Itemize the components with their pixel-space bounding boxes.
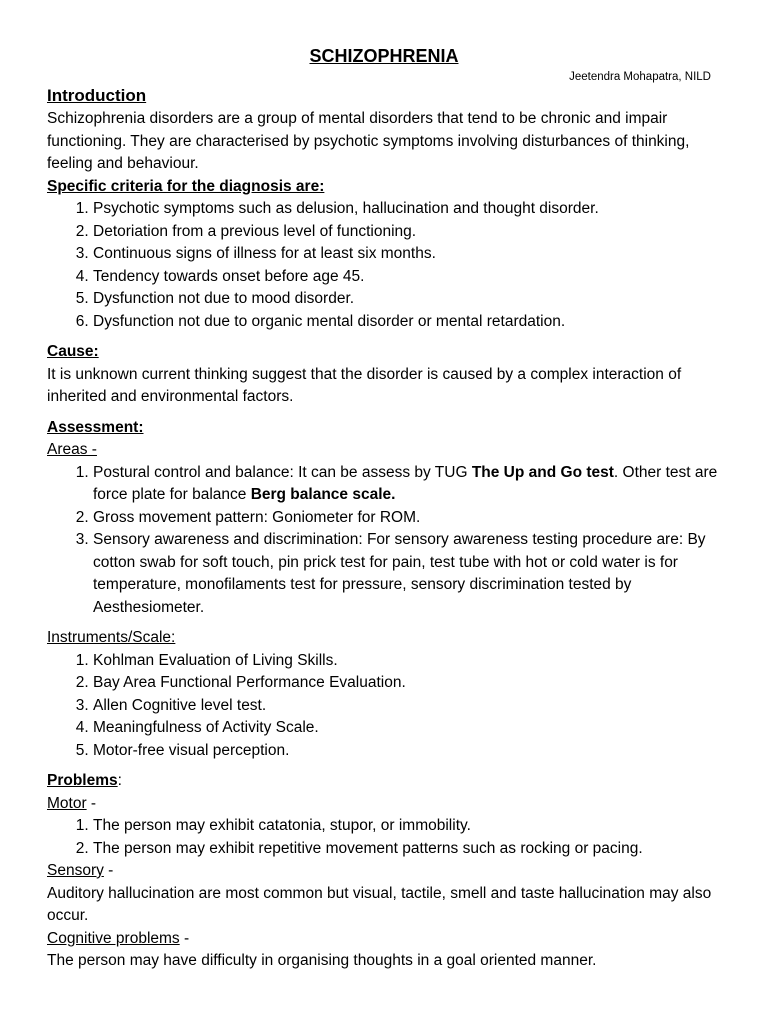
list-item: 2. Gross movement pattern: Goniometer for ROM.	[93, 507, 722, 530]
document-title: SCHIZOPHRENIA	[309, 46, 459, 66]
list-item: 1. The person may exhibit catatonia, stupor, or immobility.	[93, 815, 722, 838]
areas-list	[47, 462, 722, 620]
cognitive-text: The person may have difficulty in organising thoughts in a goal oriented manner.	[47, 952, 597, 969]
sensory-suffix: -	[103, 862, 114, 879]
criteria-heading: Specific criteria for the diagnosis are:	[47, 177, 325, 195]
cognitive-suffix: -	[179, 929, 190, 947]
list-item: 1. Psychotic symptoms such as delusion, hallucination and thought disorder.	[93, 198, 722, 221]
list-item: 5. Motor-free visual perception.	[93, 740, 722, 763]
motor-list	[47, 815, 722, 860]
problems-heading: Problems	[47, 772, 118, 789]
area-text: Postural control and balance: It can be assess by TUG	[93, 463, 472, 481]
list-item: 1. Kohlman Evaluation of Living Skills.	[93, 650, 722, 673]
list-item: 4. Tendency towards onset before age 45.	[93, 266, 722, 289]
cause-text: It is unknown current thinking suggest that the disorder is caused by a complex interaction of inherited and environmental factors.	[47, 365, 682, 405]
area-text: . Other test are force plate for balance	[93, 463, 718, 503]
motor-label: Motor	[47, 794, 87, 812]
cause-heading: Cause:	[47, 343, 99, 360]
problems-heading-suffix: :	[117, 772, 122, 789]
list-item	[93, 462, 722, 507]
motor-label-line	[47, 793, 722, 816]
sensory-label-line	[47, 860, 722, 883]
sensory-label: Sensory	[47, 862, 104, 879]
cognitive-label: Cognitive problems	[47, 929, 180, 947]
list-item: 3. Continuous signs of illness for at least six months.	[93, 243, 722, 266]
areas-label: Areas -	[47, 441, 97, 458]
sensory-text: Auditory hallucination are most common but visual, tactile, smell and taste hallucination may also occur.	[47, 884, 712, 924]
list-item: 2. Bay Area Functional Performance Evaluation.	[93, 672, 722, 695]
list-item: 5. Dysfunction not due to mood disorder.	[93, 288, 722, 311]
list-item: 2. Detoriation from a previous level of functioning.	[93, 221, 722, 244]
cognitive-label-line	[47, 928, 722, 951]
motor-suffix: -	[86, 794, 97, 812]
list-item: 6. Dysfunction not due to organic mental disorder or mental retardation.	[93, 311, 722, 334]
list-item: 3. Allen Cognitive level test.	[93, 695, 722, 718]
list-item: 2. The person may exhibit repetitive movement patterns such as rocking or pacing.	[93, 838, 722, 861]
introduction-text: Schizophrenia disorders are a group of mental disorders that tend to be chronic and impair functioning. They are characterised by psychotic symptoms involving disturbances of thinking, feeling and behaviour.	[47, 110, 690, 172]
criteria-list	[47, 198, 722, 333]
berg-scale-name: Berg balance scale.	[250, 486, 396, 503]
problems-heading-line	[47, 770, 722, 793]
instruments-list	[47, 650, 722, 763]
instruments-label: Instruments/Scale:	[47, 629, 176, 646]
assessment-heading: Assessment:	[47, 418, 144, 436]
list-item: 4. Meaningfulness of Activity Scale.	[93, 717, 722, 740]
list-item: 3. Sensory awareness and discrimination: For sensory awareness testing procedure are: By cotton swab for soft touch, pin prick test for pain, test tube with hot or cold water is for temperature, monofilaments test for pressure, sensory discrimination tested by Aesthesiometer.	[93, 529, 722, 619]
author-credit: Jeetendra Mohapatra, NILD	[569, 71, 711, 83]
tug-test-name: The Up and Go test	[471, 463, 614, 481]
document-body	[47, 84, 722, 973]
introduction-heading: Introduction	[47, 86, 147, 105]
